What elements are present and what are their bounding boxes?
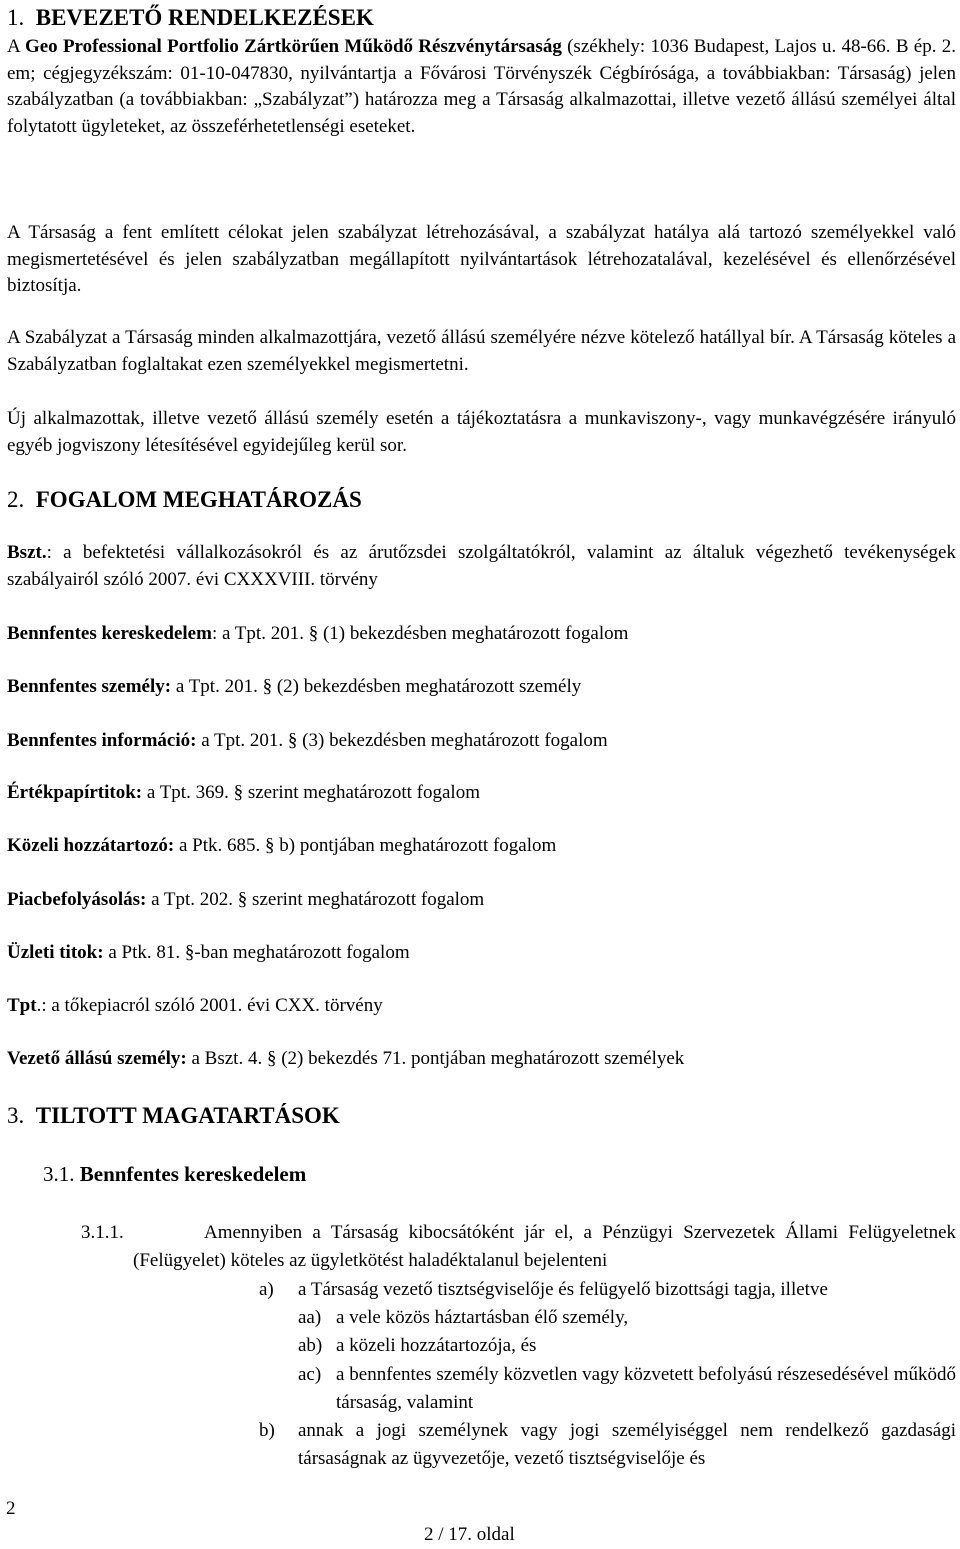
company-name: Geo Professional Portfolio Zártkörűen Működő Részvénytársaság xyxy=(24,36,562,57)
definition-text: a Tpt. 201. § (3) bekezdésben meghatározott fogalom xyxy=(196,730,608,751)
definition-row xyxy=(7,780,480,806)
definition-row xyxy=(7,1046,684,1072)
definition-term: Bszt. xyxy=(7,542,47,563)
list-item-label: ab) xyxy=(298,1335,323,1356)
intro-paragraph-4: Új alkalmazottak, illetve vezető állású személy esetén a tájékoztatásra a munkaviszony-, vagy munkavégzésére irányuló egyéb jogviszony létesítésével egyidejűleg kerül sor. xyxy=(7,408,956,456)
definition-text: a Ptk. 685. § b) pontjában meghatározott fogalom xyxy=(174,835,557,856)
list-item-text: a közeli hozzátartozója, és xyxy=(336,1335,537,1356)
definition-term: Üzleti titok: xyxy=(7,942,104,963)
definition-term: Közeli hozzátartozó: xyxy=(7,835,175,856)
intro-paragraph-1 xyxy=(7,34,956,140)
paragraph-text: A xyxy=(7,36,25,57)
definition-text: a Ptk. 81. §-ban meghatározott fogalom xyxy=(103,942,410,963)
definition-text: a Tpt. 369. § szerint meghatározott fogalom xyxy=(142,782,480,803)
page-indicator: 2 / 17. oldal xyxy=(424,1524,515,1545)
subsubsection-number: 3.1.1. xyxy=(81,1222,124,1243)
list-item-text: a vele közös háztartásban élő személy, xyxy=(336,1307,629,1328)
definition-row xyxy=(7,674,581,700)
paragraph-text: (székhely: 1036 Budapest, Lajos u. 48-66. B ép. 2. em; cégjegyzékszám: 01-10-047830, nyilvántartja a Fővárosi Törvényszék Cégbírósága, a továbbiakban: Társaság) jelen szabályzatban (a továbbiakban: „Szabályzat”) határozza meg a Társaság alkalmazottai, illetve vezető állású személyei által folytatott ügyleteket, az összeférhetetlenségi eseteket. xyxy=(7,36,956,137)
definition-text: .: a tőkepiacról szóló 2001. évi CXX. törvény xyxy=(36,995,383,1016)
definition-bszt xyxy=(7,540,956,593)
definition-text: a Tpt. 201. § (2) bekezdésben meghatározott személy xyxy=(171,676,582,697)
list-item xyxy=(298,1361,956,1418)
definition-term: Bennfentes kereskedelem xyxy=(7,623,212,644)
definition-row xyxy=(7,940,410,966)
definition-term: Vezető állású személy: xyxy=(7,1048,187,1069)
section-number: 3. xyxy=(7,1103,25,1128)
subsection-3-1-heading xyxy=(43,1161,306,1187)
definition-row xyxy=(7,728,608,754)
definition-text: a Tpt. 202. § szerint meghatározott fogalom xyxy=(146,889,485,910)
list-item-text: annak a jogi személynek vagy jogi személyiséggel nem rendelkező gazdasági társaságnak az ügyvezetője, vezető tisztségviselője és xyxy=(298,1420,956,1470)
definition-row xyxy=(7,993,383,1019)
list-item-text: a Társaság vezető tisztségviselője és felügyelő bizottsági tagja, illetve xyxy=(298,1279,828,1300)
definition-row xyxy=(7,833,556,859)
subsubsection-text: Amennyiben a Társaság kibocsátóként jár el, a Pénzügyi Szervezetek Állami Felügyeletnek (Felügyelet) köteles az ügyletkötést haladéktalanul bejelenteni xyxy=(133,1222,956,1272)
section-3-heading xyxy=(7,1102,340,1130)
subsection-number: 3.1. xyxy=(43,1162,75,1186)
definition-term: Bennfentes információ: xyxy=(7,730,197,751)
section-2-heading xyxy=(7,486,362,514)
section-title: FOGALOM MEGHATÁROZÁS xyxy=(35,487,362,512)
subsubsection-3-1-1 xyxy=(81,1219,956,1279)
intro-paragraph-3: A Szabályzat a Társaság minden alkalmazottjára, vezető állású személyére nézve kötelező hatállyal bír. A Társaság köteles a Szabályzatban foglaltakat ezen személyekkel megismertetni. xyxy=(7,327,956,375)
section-number: 1. xyxy=(7,5,25,30)
section-title: TILTOTT MAGATARTÁSOK xyxy=(35,1103,340,1128)
list-item-text: a bennfentes személy közvetlen vagy közvetett befolyású részesedésével működő társaság, valamint xyxy=(336,1364,956,1414)
section-number: 2. xyxy=(7,487,25,512)
list-item-label: ac) xyxy=(298,1364,322,1385)
subsection-title: Bennfentes kereskedelem xyxy=(79,1162,307,1186)
margin-page-number: 2 xyxy=(6,1498,16,1519)
list-item-label: a) xyxy=(259,1279,274,1300)
list-item xyxy=(259,1276,956,1304)
list-item xyxy=(259,1417,956,1474)
definition-row xyxy=(7,887,484,913)
definition-row xyxy=(7,621,628,647)
definition-term: Bennfentes személy: xyxy=(7,676,172,697)
list-item xyxy=(298,1332,956,1360)
definition-term: Tpt xyxy=(7,995,37,1016)
definition-term: Piacbefolyásolás: xyxy=(7,889,147,910)
definition-text: : a Tpt. 201. § (1) bekezdésben meghatározott fogalom xyxy=(211,623,629,644)
intro-paragraph-2: A Társaság a fent említett célokat jelen szabályzat létrehozásával, a szabályzat hatálya alá tartozó személyekkel való megismertetésével és jelen szabályzatban megállapított nyilvántartások létrehozatalával, kezelésével és ellenőrzésével biztosítja. xyxy=(7,222,956,297)
section-1-heading xyxy=(7,4,374,32)
definition-text: a Bszt. 4. § (2) bekezdés 71. pontjában meghatározott személyek xyxy=(186,1048,685,1069)
definition-term: Értékpapírtitok: xyxy=(7,782,143,803)
list-item xyxy=(298,1304,956,1332)
definition-text: : a befektetési vállalkozásokról és az árutőzsdei szolgáltatókról, valamint az általuk végezhető tevékenységek szabályairól szóló 2007. évi CXXXVIII. törvény xyxy=(7,542,956,590)
list-item-label: b) xyxy=(259,1420,275,1441)
list-item-label: aa) xyxy=(298,1307,322,1328)
section-title: BEVEZETŐ RENDELKEZÉSEK xyxy=(35,5,374,30)
